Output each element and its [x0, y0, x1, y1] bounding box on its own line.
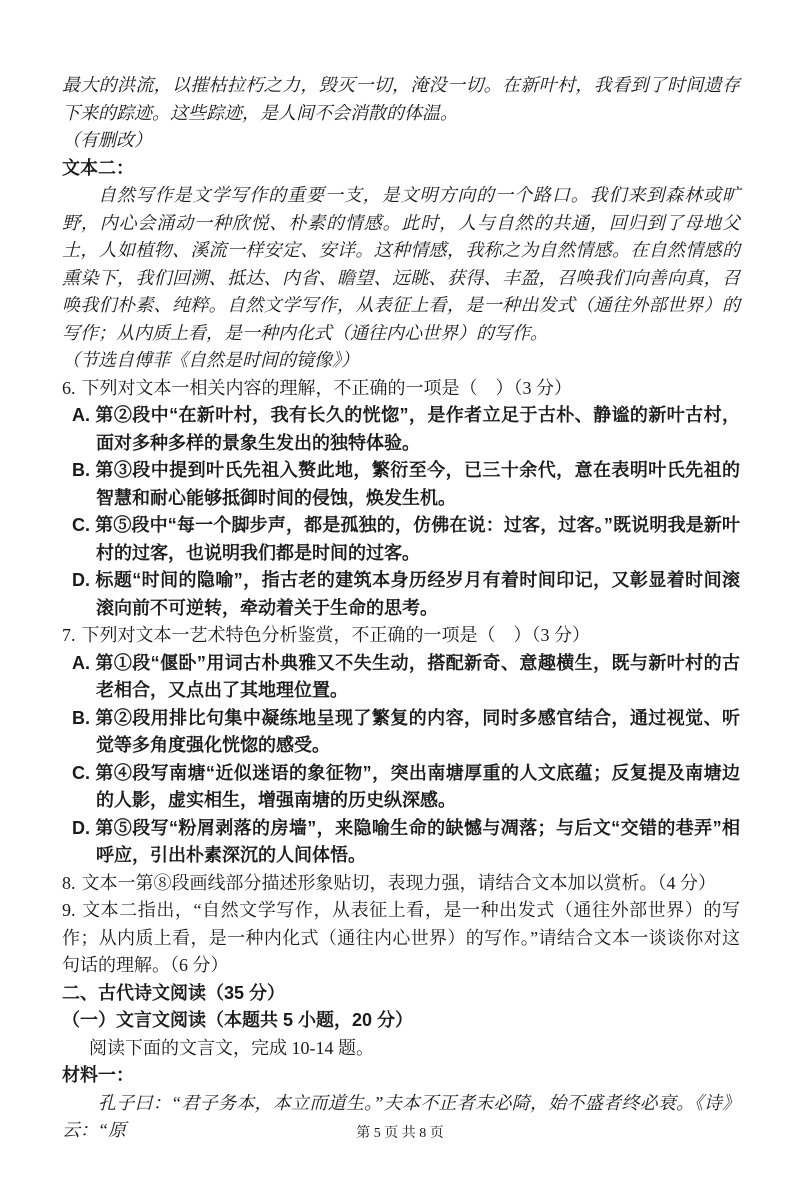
text2-heading: 文本二： [62, 157, 134, 178]
text1-attribution: （有删改） [62, 130, 152, 150]
section-2-sub-heading: （一）文言文阅读（本题共 5 小题，20 分） [62, 1010, 414, 1030]
material-1-paragraph: 孔子曰：“君子务本，本立而道生。”夫本不正者末必陭，始不盛者终必衰。《诗》云：“原 [62, 1092, 740, 1140]
option-c-text: 第⑤段中“每一个脚步声，都是孤独的，仿佛在说：过客，过客。”既说明我是新叶村的过客，也说明我们都是时间的过客。 [95, 515, 740, 563]
option-b-text: 第③段中提到叶氏先祖入赘此地，繁衍至今，已三十余代，意在表明叶氏先祖的智慧和耐心能够抵御时间的侵蚀，焕发生机。 [95, 460, 740, 508]
option-a-text: 第①段“偃卧”用词古朴典雅又不失生动，搭配新奇、意趣横生，既与新叶村的古老相合，又点出了其地理位置。 [95, 652, 740, 700]
option-a-label: A. [72, 405, 90, 425]
option-a-label: A. [72, 652, 90, 673]
option-d-text: 第⑤段写“粉屑剥落的房墙”，来隐喻生命的缺憾与凋落；与后文“交错的巷弄”相呼应，引出朴素深沉的人间体悟。 [95, 817, 740, 865]
question-9-number: 9. [62, 900, 76, 920]
question-9-stem-text: 文本二指出，“自然文学写作，从表征上看，是一种出发式（通往外部世界）的写作；从内质上看，是一种内化式（通往内心世界）的写作。”请结合文本一谈谈你对这句话的理解。（6 分） [62, 900, 740, 975]
option-b-label: B. [72, 460, 90, 480]
text2-attribution: （节选自傅菲《自然是时间的镜像》） [62, 350, 359, 370]
option-b-label: B. [72, 707, 90, 728]
question-7-option-a [62, 650, 740, 705]
question-7-number: 7. [62, 625, 76, 645]
question-6-option-a [62, 402, 740, 457]
question-9-stem [62, 897, 740, 980]
text2-paragraph: 自然写作是文学写作的重要一支，是文明方向的一个路口。我们来到森林或旷野，内心会涌动一种欣悦、朴素的情感。此时，人与自然的共通，回归到了母地父土，人如植物、溪流一样安定、安详。这种情感，我称之为自然情感。在自然情感的熏染下，我们回溯、抵达、内省、瞻望、远眺、获得、丰盈，召唤我们向善向真，召唤我们朴素、纯粹。自然文学写作，从表征上看，是一种出发式（通往外部世界）的写作；从内质上看，是一种内化式（通往内心世界）的写作。 [62, 185, 740, 343]
question-7-option-d [62, 815, 740, 870]
section-2-intro: 阅读下面的文言文，完成 10-14 题。 [89, 1037, 374, 1058]
material-1-heading: 材料一： [62, 1065, 134, 1085]
option-d-label: D. [72, 570, 90, 590]
question-6 [62, 375, 740, 623]
option-b-text: 第②段用排比句集中凝练地呈现了繁复的内容，同时多感官结合，通过视觉、听觉等多角度强化恍惚的感受。 [95, 707, 740, 755]
question-6-number: 6. [62, 377, 76, 398]
question-8-stem-text: 文本一第⑧段画线部分描述形象贴切，表现力强，请结合文本加以赏析。（4 分） [81, 872, 716, 893]
question-6-stem [62, 375, 740, 403]
option-a-text: 第②段中“在新叶村，我有长久的恍惚”，是作者立足于古朴、静谧的新叶古村，面对多种多样的景象生发出的独特体验。 [95, 405, 740, 453]
section-2-heading: 二、古代诗文阅读（35 分） [62, 982, 286, 1003]
text1-tail-paragraph: 最大的洪流，以摧枯拉朽之力，毁灭一切，淹没一切。在新叶村，我看到了时间遗存下来的踪迹。这些踪迹，是人间不会消散的体温。 [62, 75, 740, 123]
question-8-number: 8. [62, 872, 76, 893]
question-6-option-b [62, 457, 740, 512]
option-c-label: C. [72, 762, 90, 783]
question-7-option-c [62, 760, 740, 815]
question-7-stem-text: 下列对文本一艺术特色分析鉴赏，不正确的一项是（ ）（3 分） [81, 625, 590, 645]
page-footer: 第 5 页 共 8 页 [356, 1126, 444, 1141]
question-6-stem-text: 下列对文本一相关内容的理解，不正确的一项是（ ）（3 分） [81, 377, 572, 398]
question-7 [62, 622, 740, 870]
option-d-label: D. [72, 817, 90, 838]
option-d-text: 标题“时间的隐喻”，指古老的建筑本身历经岁月有着时间印记，又彰显着时间滚滚向前不可逆转，牵动着关于生命的思考。 [95, 570, 740, 618]
question-7-stem [62, 622, 740, 650]
question-6-option-c [62, 512, 740, 567]
question-6-option-d [62, 567, 740, 622]
question-7-option-b [62, 705, 740, 760]
question-8-stem [62, 870, 740, 898]
option-c-label: C. [72, 515, 90, 535]
option-c-text: 第④段写南塘“近似迷语的象征物”，突出南塘厚重的人文底蕴；反复提及南塘边的人影，虚实相生，增强南塘的历史纵深感。 [95, 762, 740, 810]
